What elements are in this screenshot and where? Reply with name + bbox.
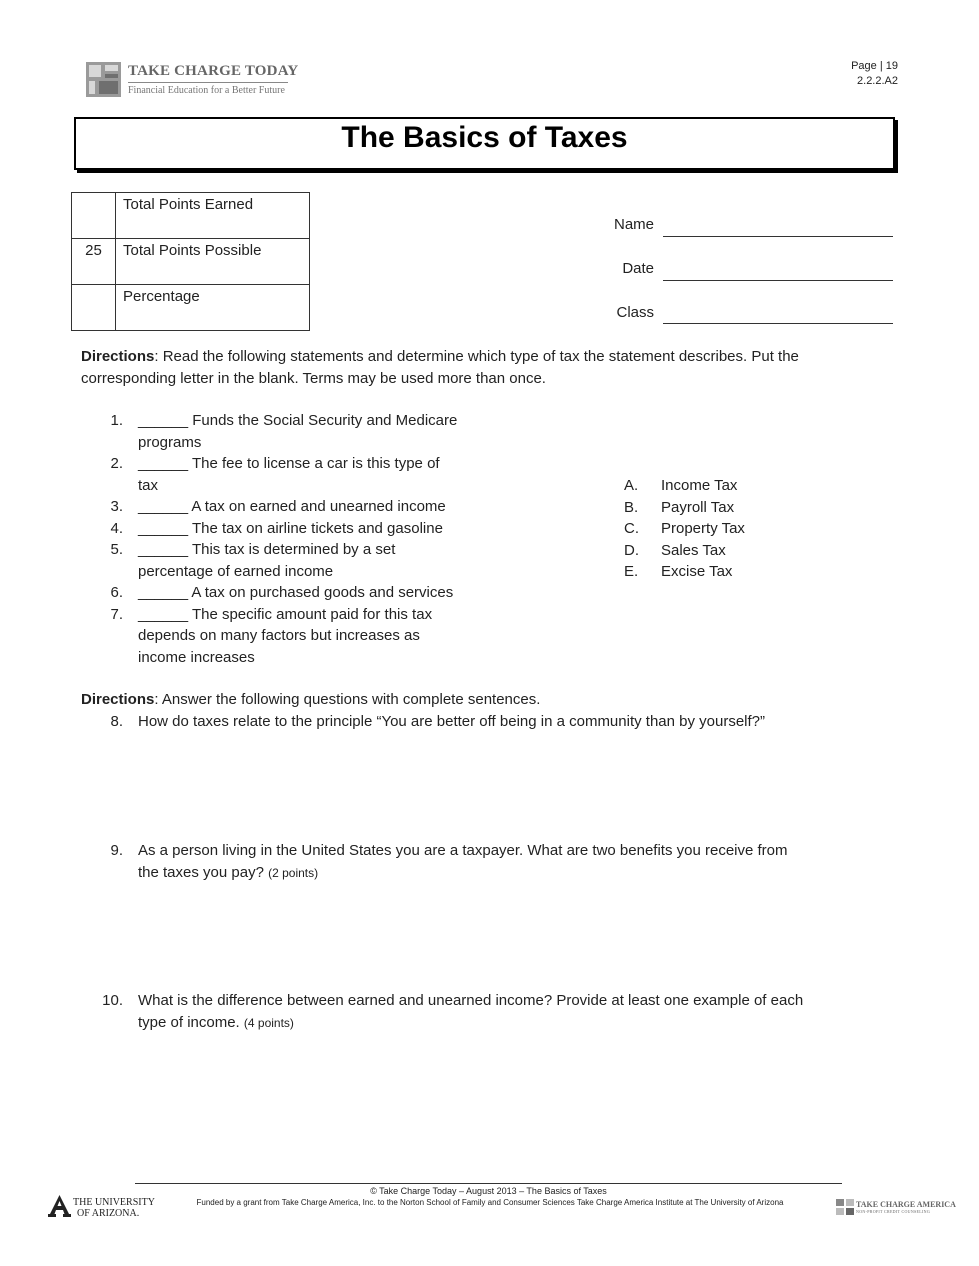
page-label: Page | 19: [851, 60, 898, 72]
points-note: (2 points): [268, 865, 319, 880]
list-item: [97, 518, 517, 540]
statement-text: programs: [138, 433, 202, 451]
question-text: the taxes you pay?: [138, 863, 264, 881]
brand-name: TAKE CHARGE AMERICA: [856, 1200, 956, 1209]
points-earned-value[interactable]: [72, 193, 116, 239]
university-of-arizona-logo-icon: [47, 1194, 72, 1218]
name-label: Name: [613, 216, 654, 233]
statement-text: ______ A tax on earned and unearned income: [138, 498, 446, 515]
table-row: [72, 239, 310, 285]
statement-text: tax: [138, 476, 159, 494]
question-number: 9.: [110, 842, 123, 859]
directions-short-answer: [81, 689, 881, 711]
choice-letter: D.: [624, 541, 639, 559]
university-line: OF ARIZONA.: [77, 1208, 140, 1219]
question-10: [97, 990, 877, 1034]
question-text: What is the difference between earned and unearned income? Provide at least one example of each: [138, 992, 804, 1009]
directions-text: : Answer the following questions with complete sentences.: [154, 691, 541, 708]
date-field[interactable]: [663, 280, 893, 281]
points-table: [71, 192, 310, 331]
take-charge-america-logo-icon: [836, 1199, 854, 1215]
table-row: [72, 285, 310, 331]
choice-term: Property Tax: [661, 520, 745, 537]
logo-divider: [128, 82, 288, 83]
points-note: (4 points): [243, 1015, 294, 1030]
list-item: [97, 496, 517, 518]
list-item: [624, 540, 864, 562]
name-field[interactable]: [663, 236, 893, 237]
footer-funding: Funded by a grant from Take Charge America, Inc. to the Norton School of Family and Consumer Sciences Take Charge America Institute at The University of Arizona: [196, 1198, 784, 1207]
footer-divider: [135, 1183, 842, 1184]
logo-subtitle: Financial Education for a Better Future: [128, 85, 285, 96]
question-number: 8.: [110, 713, 123, 730]
statement-number: 4.: [110, 519, 123, 537]
list-item: [97, 453, 517, 496]
footer-copyright: © Take Charge Today – August 2013 – The Basics of Taxes: [370, 1186, 607, 1196]
list-item: [624, 475, 864, 497]
date-label: Date: [622, 260, 654, 277]
answer-area-9[interactable]: [137, 890, 877, 985]
question-8: [97, 711, 877, 733]
statement-text: percentage of earned income: [138, 562, 334, 580]
directions-label: Directions: [81, 348, 155, 365]
list-item: [97, 539, 517, 582]
points-possible-value: 25: [72, 239, 116, 285]
directions-text: corresponding letter in the blank. Terms may be used more than once.: [81, 369, 546, 387]
question-9: [97, 840, 877, 884]
percentage-value[interactable]: [72, 285, 116, 331]
question-text: As a person living in the United States you are a taxpayer. What are two benefits you receive from: [138, 842, 788, 859]
choice-term: Income Tax: [661, 477, 738, 494]
statement-number: 7.: [110, 605, 123, 623]
choice-letter: E.: [624, 563, 639, 580]
brand-tagline: NON-PROFIT CREDIT COUNSELING: [856, 1209, 931, 1214]
question-text: How do taxes relate to the principle “You are better off being in a community than by yourself?”: [138, 713, 766, 730]
list-item: [624, 561, 864, 583]
choice-letter: A.: [624, 477, 639, 494]
statement-text: ______ The tax on airline tickets and gasoline: [138, 519, 443, 537]
logo-title: TAKE CHARGE TODAY: [128, 63, 299, 79]
statement-number: 1.: [110, 412, 123, 429]
points-possible-label: Total Points Possible: [116, 239, 310, 285]
directions-matching: [81, 346, 881, 389]
statement-text: ______ Funds the Social Security and Medicare: [138, 412, 458, 429]
answer-area-8[interactable]: [137, 740, 877, 835]
list-item: [97, 604, 517, 669]
tax-type-list: [624, 475, 864, 583]
percentage-label: Percentage: [116, 285, 310, 331]
page-number: [851, 59, 898, 89]
statement-text: ______ The fee to license a car is this type of: [138, 455, 440, 472]
question-number: 10.: [102, 992, 123, 1009]
take-charge-today-logo-icon: [86, 62, 121, 97]
list-item: [624, 497, 864, 519]
class-field[interactable]: [663, 323, 893, 324]
list-item: [624, 518, 864, 540]
points-earned-label: Total Points Earned: [116, 193, 310, 239]
answer-area-10[interactable]: [137, 1040, 877, 1170]
statement-text: income increases: [138, 648, 255, 666]
question-text: type of income.: [138, 1013, 240, 1031]
statement-list: [97, 410, 517, 668]
take-charge-america-brand: [856, 1200, 956, 1214]
choice-letter: C.: [624, 520, 639, 537]
statement-text: ______ The specific amount paid for this tax: [138, 605, 433, 623]
page-title: The Basics of Taxes: [341, 121, 628, 154]
directions-text: : Read the following statements and determine which type of tax the statement describes. Put the: [154, 348, 799, 365]
class-label: Class: [616, 304, 654, 321]
choice-term: Excise Tax: [661, 563, 733, 580]
statement-number: 6.: [110, 584, 123, 601]
choice-term: Sales Tax: [661, 541, 726, 559]
table-row: [72, 193, 310, 239]
statement-text: ______ This tax is determined by a set: [138, 541, 396, 558]
university-name: [73, 1197, 155, 1219]
statement-text: ______ A tax on purchased goods and services: [138, 584, 454, 601]
statement-text: depends on many factors but increases as: [138, 627, 420, 644]
list-item: [97, 410, 517, 453]
directions-label: Directions: [81, 691, 155, 708]
list-item: [97, 582, 517, 604]
statement-number: 3.: [110, 498, 123, 515]
statement-number: 2.: [110, 455, 123, 472]
choice-term: Payroll Tax: [661, 498, 735, 516]
choice-letter: B.: [624, 498, 639, 516]
university-line: THE UNIVERSITY: [73, 1197, 155, 1208]
page-code: 2.2.2.A2: [857, 75, 898, 87]
statement-number: 5.: [110, 541, 123, 558]
